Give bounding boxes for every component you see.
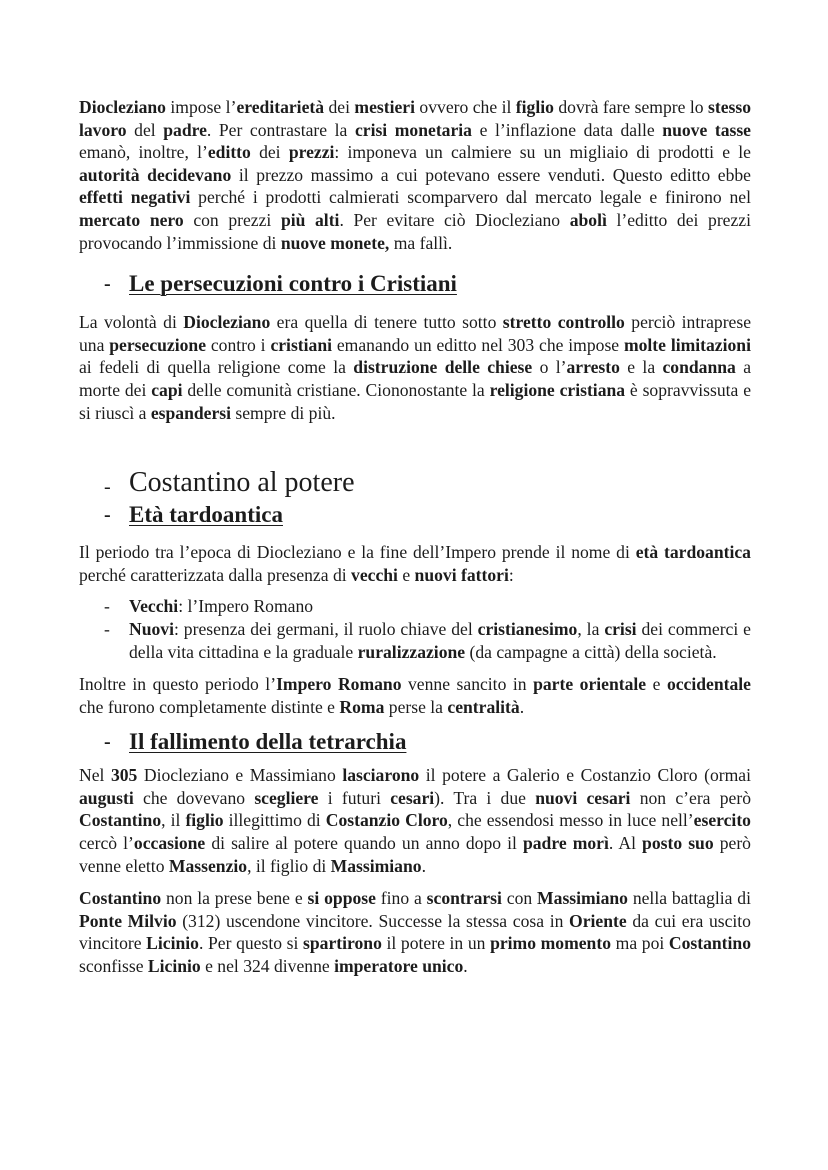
text-run: dovrà fare sempre lo: [553, 97, 708, 117]
bold-term: Massenzio: [168, 855, 248, 876]
text-run: fino a: [375, 888, 427, 909]
text-run: e nel 324 divenne: [200, 956, 335, 977]
text-run: sconfisse: [79, 956, 148, 977]
bold-term: scegliere: [254, 787, 319, 808]
bold-term: Vecchi: [129, 596, 179, 617]
bold-term: si oppose: [307, 888, 376, 909]
bold-term: stretto controllo: [502, 312, 625, 333]
text-run: , il: [161, 810, 186, 831]
bold-term: occasione: [133, 833, 206, 854]
text-run: delle comunità cristiane. Ciononostante la: [182, 379, 490, 400]
bold-term: Costanzio Cloro: [325, 810, 448, 831]
bold-term: distruzione delle chiese: [353, 357, 533, 378]
bold-term: età tardoantica: [635, 542, 751, 563]
bold-term: posto suo: [642, 833, 714, 854]
heading-text: Il fallimento della tetrarchia: [129, 729, 407, 755]
bold-term: parte orientale: [533, 674, 647, 695]
bold-term: figlio: [515, 97, 554, 117]
text-run: o l’: [532, 357, 567, 378]
bold-term: Licinio: [146, 933, 199, 954]
text-run: ). Tra i due: [434, 787, 536, 808]
bold-term: cristiani: [270, 334, 333, 355]
heading-dash: -: [104, 273, 111, 296]
bold-term: Massimiano: [537, 888, 628, 909]
bold-term: Diocleziano: [183, 312, 271, 333]
document-page: [79, 96, 751, 978]
text-run: il potere a Galerio e Costanzio Cloro (ormai: [419, 765, 751, 786]
text-run: : l’Impero Romano: [178, 596, 314, 617]
bold-term: Nuovi: [129, 618, 174, 639]
text-run: era quella di tenere tutto sotto: [270, 312, 503, 333]
text-run: con prezzi: [183, 209, 281, 230]
bold-term: lasciarono: [342, 765, 420, 786]
text-run: contro i: [206, 334, 271, 355]
text-run: che furono completamente distinte e: [79, 696, 340, 717]
bold-term: scontrarsi: [426, 888, 502, 909]
bold-term: crisi monetaria: [354, 119, 472, 140]
text-run: . Per contrastare la: [206, 119, 355, 140]
text-run: , che essendosi messo in luce nell’: [447, 810, 694, 831]
text-run: emanò, inoltre, l’: [79, 142, 208, 163]
heading-text: Costantino al potere: [129, 467, 355, 499]
text-run: dei commerci e della vita cittadina e la graduale: [129, 618, 751, 662]
text-run: però venne eletto: [79, 833, 751, 876]
paragraph-tardoantica: [79, 541, 751, 586]
bold-term: più alti: [280, 209, 340, 230]
text-run: :: [508, 564, 514, 585]
bold-term: occidentale: [666, 674, 751, 695]
text-run: ovvero che il: [415, 97, 516, 117]
text-run: perché caratterizzata dalla presenza di: [79, 564, 352, 585]
bold-term: abolì: [569, 209, 607, 230]
bold-term: Massimiano: [330, 855, 422, 876]
text-run: : imponeva un calmiere su un migliaio di prodotti e le: [334, 142, 751, 163]
text-run: con: [501, 888, 538, 909]
text-run: emanando un editto nel 303 che impose: [332, 334, 624, 355]
heading-persecuzioni: [79, 270, 751, 298]
bold-term: effetti negativi: [79, 187, 191, 208]
bold-term: Diocleziano: [79, 97, 166, 117]
text-run: . Per evitare ciò Diocleziano: [339, 209, 570, 230]
paragraph-editto-prezzi: [79, 96, 751, 254]
text-run: impose l’: [165, 97, 237, 117]
text-run: di salire al potere quando un anno dopo il: [205, 833, 523, 854]
bold-term: 305: [110, 765, 138, 786]
paragraph-tetrarchia: [79, 764, 751, 877]
text-run: da cui era uscito vincitore: [79, 910, 751, 954]
text-run: non la prese bene e: [161, 888, 308, 909]
heading-dash: -: [104, 731, 111, 754]
text-run: e la: [619, 357, 663, 378]
bold-term: morì: [572, 833, 609, 854]
text-run: e: [646, 674, 667, 695]
list-item-text: [129, 619, 751, 662]
text-run: Diocleziano e Massimiano: [137, 765, 343, 786]
bold-term: condanna: [662, 357, 736, 378]
bold-term: Oriente: [569, 910, 627, 931]
paragraph-impero-diviso: [79, 673, 751, 718]
text-run: il potere in un: [381, 933, 491, 954]
heading-text: Le persecuzioni contro i Cristiani: [129, 271, 457, 297]
bold-term: padre: [163, 119, 207, 140]
bold-term: religione cristiana: [489, 379, 626, 400]
text-run: . Al: [608, 833, 643, 854]
bold-term: autorità decidevano: [79, 164, 232, 185]
text-run: illegittimo di: [223, 810, 326, 831]
bold-term: imperatore unico: [334, 956, 464, 977]
text-run: del: [126, 119, 164, 140]
text-run: ma fallì.: [389, 232, 453, 253]
text-run: ai fedeli di quella religione come la: [79, 357, 354, 378]
bold-term: ereditarietà: [236, 97, 325, 117]
bold-term: capi: [151, 379, 183, 400]
heading-dash: -: [104, 504, 111, 527]
bold-term: spartirono: [303, 933, 382, 954]
bold-term: editto: [207, 142, 251, 163]
text-run: , il figlio di: [247, 855, 331, 876]
text-run: .: [463, 956, 468, 977]
bold-term: cesari: [390, 787, 435, 808]
bold-term: cristianesimo: [477, 618, 578, 639]
bold-term: primo momento: [490, 933, 612, 954]
list-item-text: [129, 596, 313, 616]
heading-text: Età tardoantica: [129, 502, 283, 528]
bold-term: ruralizzazione: [357, 641, 466, 662]
bold-term: espandersi: [150, 402, 231, 423]
text-run: a morte dei: [79, 357, 752, 400]
text-run: La volontà di: [79, 312, 184, 333]
text-run: .: [519, 696, 525, 717]
bold-term: nuovi fattori: [414, 564, 509, 585]
list-item: [79, 618, 751, 663]
heading-dash: -: [104, 476, 111, 499]
bold-term: Costantino: [79, 810, 162, 831]
bold-term: Impero Romano: [276, 674, 402, 695]
heading-costantino: [79, 467, 751, 499]
text-run: è sopravvissuta e si riuscì a: [79, 379, 752, 423]
list-dash: -: [104, 618, 110, 639]
bold-term: crisi: [604, 618, 637, 639]
bold-term: prezzi: [288, 142, 335, 163]
bold-term: Costantino: [79, 888, 162, 909]
bold-term: nuovi cesari: [535, 787, 631, 808]
factors-list: [79, 595, 751, 663]
text-run: il prezzo massimo a cui potevano essere venduti. Questo editto ebbe: [231, 164, 751, 185]
list-item: [79, 595, 751, 618]
paragraph-persecuzioni: [79, 311, 751, 424]
text-run: Il periodo tra l’epoca di Diocleziano e la fine dell’Impero prende il nome di: [79, 542, 636, 563]
text-run: dei: [324, 97, 355, 117]
text-run: e l’inflazione data dalle: [471, 119, 663, 140]
bold-term: mestieri: [354, 97, 415, 117]
bold-term: nuove monete,: [280, 232, 390, 253]
text-run: (312) uscendone vincitore. Successe la stessa cosa in: [176, 910, 570, 931]
text-run: e: [397, 564, 415, 585]
text-run: i futuri: [318, 787, 391, 808]
text-run: perciò intraprese una: [79, 312, 752, 355]
text-run: venne sancito in: [401, 674, 534, 695]
text-run: dei: [250, 142, 289, 163]
bold-term: persecuzione: [109, 334, 207, 355]
bold-term: stesso lavoro: [79, 97, 752, 140]
list-dash: -: [104, 596, 110, 617]
bold-term: esercito: [693, 810, 751, 831]
bold-term: Licinio: [147, 956, 201, 977]
text-run: .: [421, 855, 426, 876]
bold-term: arresto: [566, 357, 620, 378]
bold-term: Roma: [339, 696, 385, 717]
text-run: cercò l’: [79, 833, 134, 854]
text-run: che dovevano: [133, 787, 255, 808]
text-run: perse la: [384, 696, 448, 717]
text-run: perché i prodotti calmierati scomparvero dal mercato legale e finirono nel: [190, 187, 751, 208]
text-run: Nel: [79, 765, 111, 786]
bold-term: vecchi: [351, 564, 398, 585]
text-run: l’editto dei prezzi provocando l’immissione di: [79, 209, 751, 253]
bold-term: Costantino: [668, 933, 752, 954]
text-run: , la: [577, 618, 605, 639]
text-run: (da campagne a città) della società.: [465, 641, 717, 662]
bold-term: nuove tasse: [662, 119, 751, 140]
text-run: sempre di più.: [231, 402, 336, 423]
bold-term: mercato nero: [79, 209, 184, 230]
bold-term: Ponte Milvio: [79, 910, 177, 931]
heading-tardoantica: [79, 501, 751, 529]
text-run: . Per questo si: [198, 933, 304, 954]
text-run: : presenza dei germani, il ruolo chiave del: [173, 618, 478, 639]
bold-term: padre: [522, 833, 567, 854]
bold-term: figlio: [185, 810, 224, 831]
text-run: nella battaglia di: [627, 888, 751, 909]
heading-tetrarchia: [79, 728, 751, 756]
bold-term: molte limitazioni: [623, 334, 751, 355]
bold-term: centralità: [447, 696, 520, 717]
text-run: non c’era però: [630, 787, 751, 808]
paragraph-ponte-milvio: [79, 887, 751, 977]
text-run: Inoltre in questo periodo l’: [79, 674, 277, 695]
text-run: ma poi: [611, 933, 669, 954]
bold-term: augusti: [79, 787, 134, 808]
